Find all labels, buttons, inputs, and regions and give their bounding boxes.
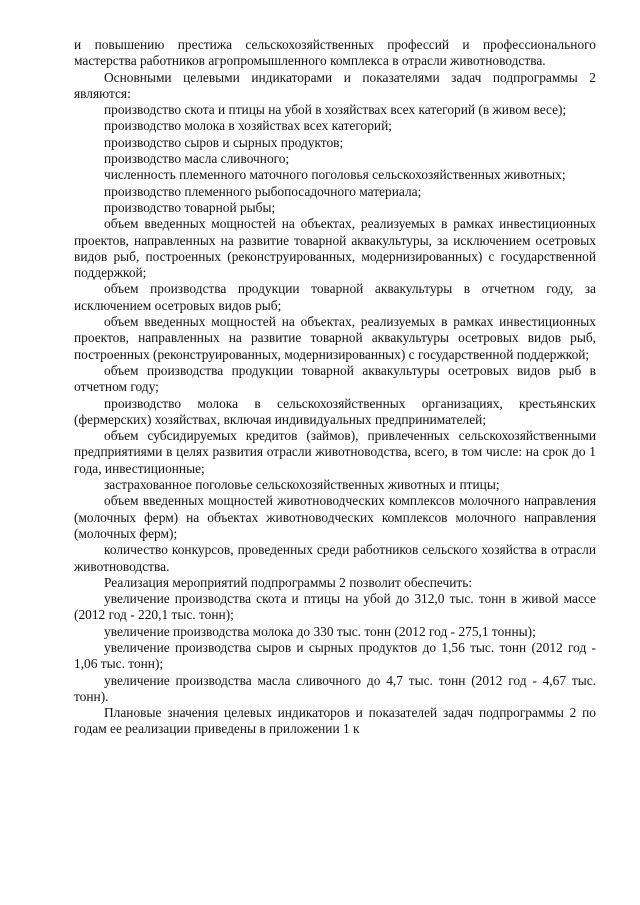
indicator-item: объем введенных мощностей на объектах, реализуемых в рамках инвестиционных проектов, направленных на развитие товарной аквакультуры, за исключением осетровых видов рыб, построенных (реконструированных, модернизированных) с государственной поддержкой; — [74, 216, 596, 281]
paragraph-planned-values: Плановые значения целевых индикаторов и показателей задач подпрограммы 2 по годам ее реализации приведены в приложении 1 к — [74, 705, 596, 737]
indicator-item: производство товарной рыбы; — [104, 199, 276, 215]
outcome-item: увеличение производства молока до 330 тыс. тонн (2012 год - 275,1 тонны); — [104, 623, 536, 639]
indicator-item: производство скота и птицы на убой в хозяйствах всех категорий (в живом весе); — [104, 102, 567, 118]
indicator-item: производство масла сливочного; — [104, 151, 290, 167]
outcome-item: увеличение производства скота и птицы на убой до 312,0 тыс. тонн в живой массе (2012 год - 220,1 тыс. тонн); — [74, 591, 596, 623]
indicator-item: объем производства продукции товарной аквакультуры осетровых видов рыб в отчетном году; — [74, 362, 596, 395]
document-page — [74, 37, 596, 738]
indicator-item: производство молока в хозяйствах всех категорий; — [104, 118, 392, 134]
indicator-item: производство сыров и сырных продуктов; — [104, 134, 344, 150]
indicator-item: численность племенного маточного поголовья сельскохозяйственных животных; — [104, 167, 566, 183]
outcome-item: увеличение производства сыров и сырных продуктов до 1,56 тыс. тонн (2012 год - 1,06 тыс. тонн); — [74, 639, 596, 672]
indicator-item: застрахованное поголовье сельскохозяйственных животных и птицы; — [104, 477, 500, 493]
indicator-item: производство молока в сельскохозяйственных организациях, крестьянских (фермерских) хозяйствах, включая индивидуальных предпринимателей; — [74, 395, 596, 427]
paragraph-outcomes-intro: Реализация мероприятий подпрограммы 2 позволит обеспечить: — [104, 574, 473, 590]
indicator-item: количество конкурсов, проведенных среди работников сельского хозяйства в отрасли животноводства. — [74, 542, 596, 574]
indicator-item: объем субсидируемых кредитов (займов), привлеченных сельскохозяйственными предприятиями в целях развития отрасли животноводства, всего, в том числе: на срок до 1 года, инвестиционные; — [74, 428, 596, 476]
indicator-item: объем введенных мощностей на объектах, реализуемых в рамках инвестиционных проектов, направленных на развитие товарной аквакультуры осетровых видов рыб, построенных (реконструированных, модернизированных) с государственной поддержкой; — [74, 314, 596, 362]
indicator-item: объем производства продукции товарной аквакультуры в отчетном году, за исключением осетровых видов рыб; — [74, 281, 596, 313]
indicator-item: объем введенных мощностей животноводческих комплексов молочного направления (молочных ферм) на объектах животноводческих комплексов молочного направления (молочных ферм); — [74, 493, 596, 541]
paragraph-indicators-intro: Основными целевыми индикаторами и показателями задач подпрограммы 2 являются: — [74, 69, 596, 101]
paragraph-continuation: и повышению престижа сельскохозяйственных профессий и профессионального мастерства работников агропромышленного комплекса в отрасли животноводства. — [74, 37, 596, 69]
outcome-item: увеличение производства масла сливочного до 4,7 тыс. тонн (2012 год - 4,67 тыс. тонн). — [74, 672, 596, 704]
indicator-item: производство племенного рыбопосадочного материала; — [104, 183, 422, 199]
